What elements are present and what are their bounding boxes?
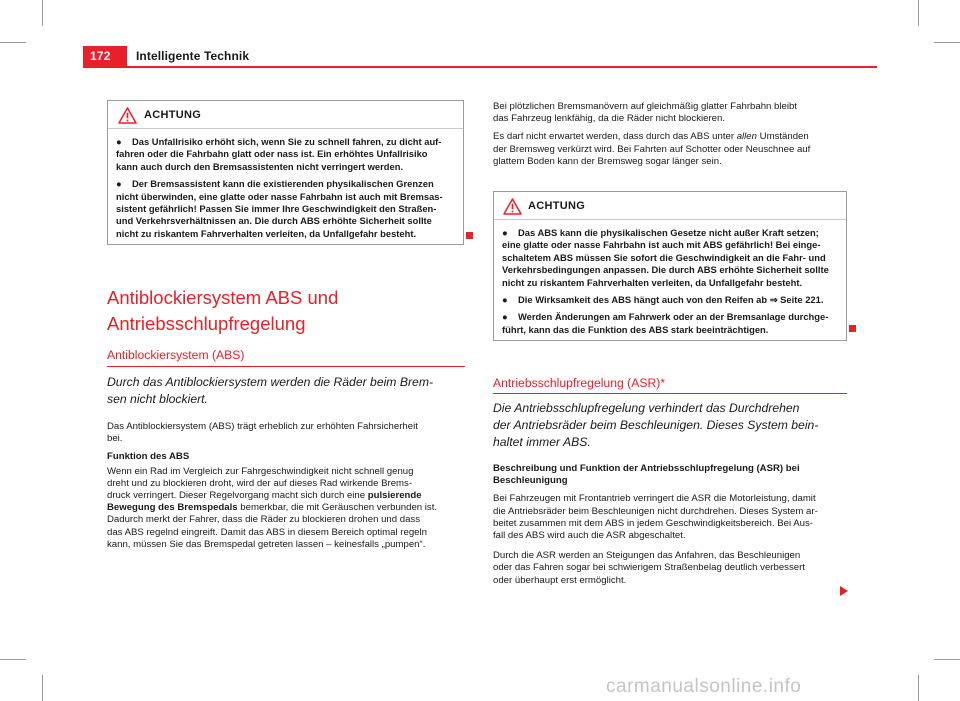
watermark: carmanualsonline.info [606, 676, 802, 697]
paragraph [493, 131, 853, 168]
warning-title: ACHTUNG [528, 200, 586, 212]
warning-item [502, 311, 838, 336]
warning-text: Werden Änderungen am Fahrwerk oder an der Bremsanlage durchge- führt, kann das die Funktion des ABS stark beeinträchtigen. [502, 311, 829, 335]
text-run: Umständen der Bremsweg verkürzt wird. Bei Fahrten auf Schotter oder Neuschnee auf glattem Boden kann der Bremsweg sogar länger sein. [493, 131, 811, 167]
crop-mark [0, 659, 26, 660]
warning-body [494, 220, 846, 345]
subsection-title-asr: Antriebsschlupfregelung (ASR)* [493, 376, 666, 390]
warning-header [494, 192, 846, 220]
warning-box-abs [493, 191, 847, 341]
right-body-column-asr [493, 463, 855, 593]
paragraph: Das Antiblockiersystem (ABS) trägt erheblich zur erhöhten Fahrsicherheit bei. [107, 421, 418, 445]
right-body-column [493, 101, 853, 174]
text-run: bemerkbar, die mit Geräuschen verbunden ist. Dadurch merkt der Fahrer, dass die Räder zu blockieren drohen und dass das ABS regelnd eingreift. Damit das ABS in diesem Bereich optimal regeln kann, müssen Sie das Bremspedal getreten lassen – keinesfalls „pumpen“. [107, 502, 438, 550]
function-heading: Funktion des ABS [107, 451, 190, 463]
header-rule [127, 66, 877, 68]
warning-triangle-icon [503, 198, 522, 215]
subsection-rule [493, 393, 847, 394]
paragraph: Bei plötzlichen Bremsmanövern auf gleichmäßig glatter Fahrbahn bleibt das Fahrzeug lenkfähig, da die Räder nicht blockieren. [493, 101, 797, 125]
crop-mark [0, 42, 26, 43]
warning-header [108, 101, 463, 129]
text-run-italic: allen [736, 131, 757, 143]
warning-title: ACHTUNG [144, 109, 202, 121]
warning-item [502, 227, 838, 289]
paragraph-abs-function [107, 466, 469, 551]
warning-text: Das ABS kann die physikalischen Gesetze nicht außer Kraft setzen; eine glatte oder nasse Fahrbahn ist auch mit ABS gefährlich! Bei einge- schaltetem ABS müssen Sie sofort die Geschwindigkeit an die Fahr- und Verkehrsbedingungen anpassen. Die durch ABS erhöhte Sicherheit sollte nicht zu riskantem Fahrverhalten verleiten, da Unfallgefahr besteht. [502, 227, 829, 288]
page-reference-link[interactable]: ⇒ Seite 221 [769, 294, 821, 306]
warning-item [502, 294, 838, 306]
warning-body [108, 129, 463, 249]
subsection-title-abs: Antiblockiersystem (ABS) [107, 348, 245, 362]
warning-text: Die Wirksamkeit des ABS hängt auch von den Reifen ab [518, 294, 770, 306]
left-body-column [107, 421, 469, 557]
crop-mark [934, 659, 960, 660]
text-run: Es darf nicht erwartet werden, dass durch das ABS unter [493, 131, 737, 143]
warning-text: . [820, 294, 824, 306]
section-end-mark-icon [849, 325, 856, 332]
crop-mark [934, 42, 960, 43]
warning-text: Das Unfallrisiko erhöht sich, wenn Sie zu schnell fahren, zu dicht auf- fahren oder die Fahrbahn glatt oder nass ist. Ein erhöhtes Unfallrisiko kann auch durch den Bremsassistenten nicht verringert werden. [116, 136, 442, 172]
text-run-bold: pulsierende Bewegung des Bremspedals [107, 490, 422, 514]
section-title [107, 286, 338, 336]
section-title-line: Antiblockiersystem ABS und [107, 287, 339, 308]
crop-mark [42, 675, 43, 701]
crop-mark [918, 675, 919, 701]
page-number: 172 [90, 49, 111, 63]
text-run: Wenn ein Rad im Vergleich zur Fahrgeschwindigkeit nicht schnell genug dreht und zu blockieren droht, wird der auf dieses Rad wirkende Brems- druck verringert. Dieser Regelvorgang macht sich durch eine [107, 465, 414, 502]
warning-text: Der Bremsassistent kann die existierenden physikalischen Grenzen nicht überwinden, eine glatte oder nasse Fahrbahn ist auch mit Bremsas- sistent gefährlich! Passen Sie immer Ihre Geschwindigkeit den Straßen- und Verkehrsverhältnissen an. Die durch ABS erhöhte Sicherheit sollte nicht zu riskantem Fahrverhalten verleiten, da Unfallgefahr besteht. [116, 178, 443, 239]
warning-item [116, 136, 455, 173]
section-title-line: Antriebsschlupfregelung [107, 313, 306, 334]
bullet-icon: ● [116, 136, 122, 147]
crop-mark [42, 0, 43, 26]
bullet-icon: ● [502, 294, 508, 306]
warning-triangle-icon [118, 107, 137, 124]
continue-arrow-icon [840, 586, 848, 596]
warning-box-brake-assist [107, 100, 464, 245]
bullet-icon: ● [116, 178, 122, 190]
running-header-title: Intelligente Technik [136, 49, 250, 63]
bullet-icon: ● [502, 311, 508, 323]
lead-text-asr: Die Antriebsschlupfregelung verhindert das Durchdrehen der Antriebsräder beim Beschleunigen. Dieses System bein- haltet immer ABS. [493, 401, 819, 449]
crop-mark [918, 0, 919, 26]
section-end-mark-icon [466, 232, 473, 239]
warning-item [116, 178, 455, 240]
subsection-rule [107, 366, 465, 367]
description-heading: Beschreibung und Funktion der Antriebsschlupfregelung (ASR) bei Beschleunigung [493, 463, 800, 487]
lead-text-abs: Durch das Antiblockiersystem werden die Räder beim Brem- sen nicht blockiert. [107, 375, 434, 406]
bullet-icon: ● [502, 227, 508, 238]
paragraph: Durch die ASR werden an Steigungen das Anfahren, das Beschleunigen oder das Fahren sogar bei schwierigem Straßenbelag deutlich verbessert oder überhaupt erst ermöglicht. [493, 550, 805, 586]
paragraph: Bei Fahrzeugen mit Frontantrieb verringert die ASR die Motorleistung, damit die Antriebsräder beim Beschleunigen nicht durchdrehen. Dieses System ar- beitet zusammen mit dem ABS in jedem Geschwindigkeitsbereich. Bei Aus- fall des ABS wird auch die ASR abgeschaltet. [493, 493, 818, 542]
